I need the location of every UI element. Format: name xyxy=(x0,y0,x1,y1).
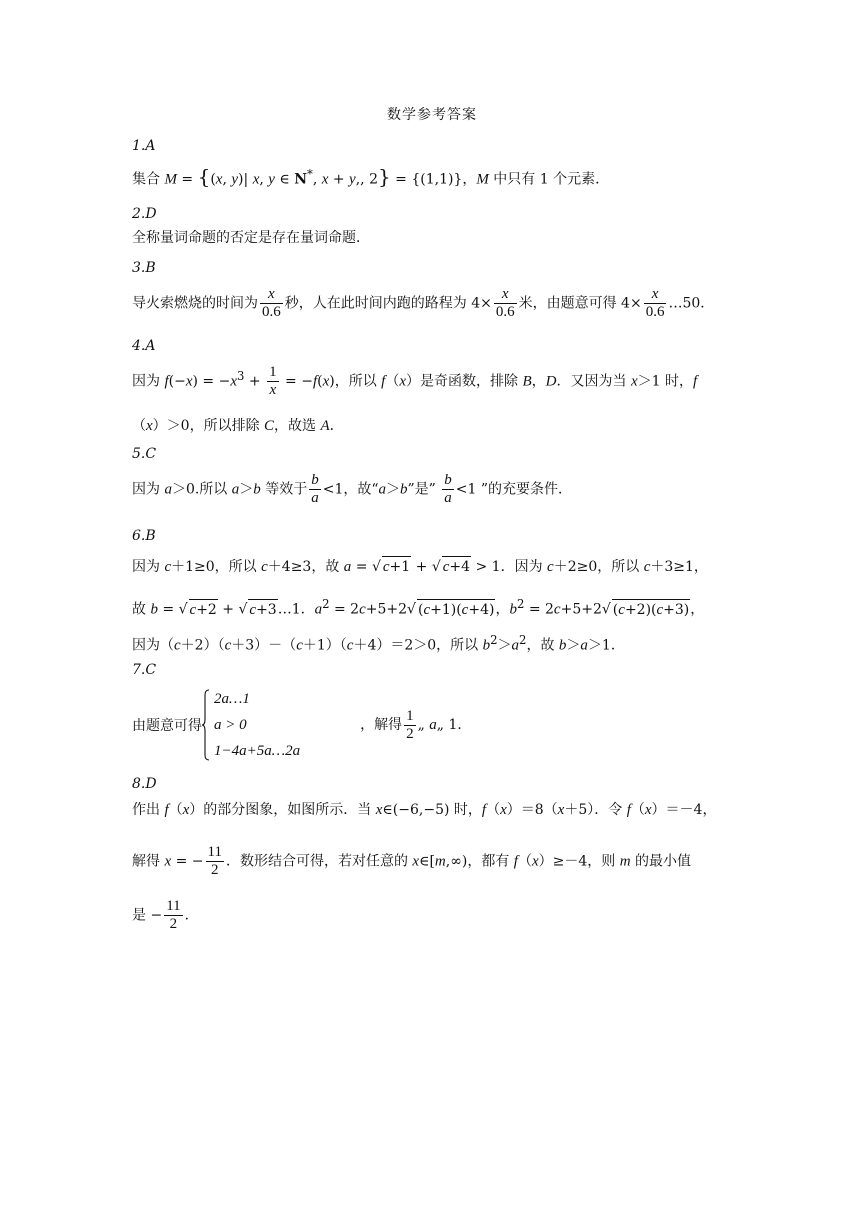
answer-label-5: 5.C xyxy=(132,446,157,462)
answer-text-8c: 是 − $\frac{11}{2}$ ． xyxy=(132,898,199,932)
answer-text-6b: 故 b = √ c+2 + √ c+3…1．$a^2 = 2c+5+2√$ (c+1)(c+4)，$b^2 = 2c+5+2√$ (c+2)(c+3)， xyxy=(132,597,705,618)
answer-text-4a: 因为 $f(-x) = -x^3$ + $\frac{1}{x}$ = −f(x)，所以 f（x）是奇函数，排除 B，D．又因为当 x＞1 时，f xyxy=(132,364,698,398)
answer-label-8: 8.D xyxy=(132,776,157,792)
answer-label-7: 7.C xyxy=(132,662,157,678)
answer-text-6a: 因为 c＋1≥0，所以 c＋4≥3，故 a = √ c+1 + √ c+4 > 1．因为 c＋2≥0，所以 c＋3≥1， xyxy=(132,556,708,577)
answer-text-6c: 因为（c＋2）（c＋3）－（c＋1）（c＋4）＝2＞0，所以 $b^2>a^2$，故 b＞a＞1． xyxy=(132,633,625,654)
answer-text-8b: 解得 x = − $\frac{11}{2}$ ．数形结合可得，若对任意的 x∈[m,∞)，都有 f（x）≥－4，则 m 的最小值 xyxy=(132,844,692,878)
answer-text-8a: 作出 f（x）的部分图象，如图所示．当 x∈(−6,−5) 时，f（x）＝8（x＋5）．令 f（x）＝－4， xyxy=(132,802,717,818)
answer-label-4: 4.A xyxy=(132,338,156,354)
page-title: 数学参考答案 xyxy=(387,107,477,123)
answer-label-1: 1.A xyxy=(132,138,156,154)
answer-text-3: 导火索燃烧的时间为 $\frac{x}{0.6}$ 秒，人在此时间内跑的路程为 4× $\frac{x}{0.6}$ 米，由题意可得 4× $\frac{x}{0.6}$ …50． xyxy=(132,286,715,320)
answer-text-1: 集合 M = {(x, y)| x, y ∈ N*, x + y,, 2} = {(1,1)}，M 中只有 1 个元素． xyxy=(132,164,610,189)
answer-text-7: 由题意可得2a…1 a > 0 1−4a+5a…2a，解得 $\frac{1}{2}$ „ a„ 1． xyxy=(132,691,472,759)
answer-text-4b: （x）＞0，所以排除 C，故选 A． xyxy=(132,418,344,434)
answer-label-6: 6.B xyxy=(132,528,156,544)
answer-text-2: 全称量词命题的否定是存在量词命题． xyxy=(132,230,370,246)
left-brace-icon xyxy=(202,689,210,761)
answer-text-5: 因为 a＞0.所以 a＞b 等效于 $\frac{b}{a}$ <1，故“a＞b”是” $\frac{b}{a}$ <1 ”的充要条件． xyxy=(132,472,573,506)
answer-label-3: 3.B xyxy=(132,260,156,276)
answer-label-2: 2.D xyxy=(132,206,157,222)
